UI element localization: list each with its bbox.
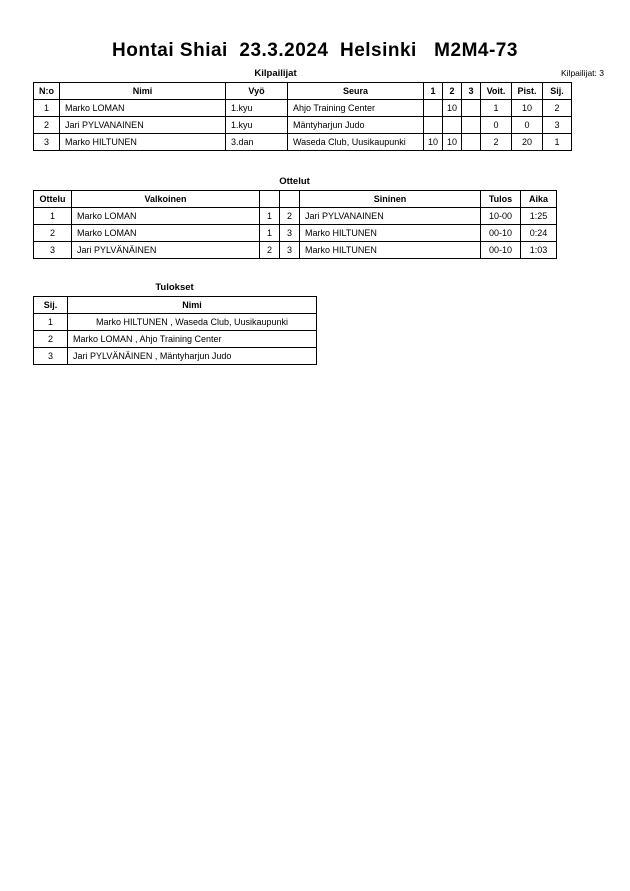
entrant-club: Ahjo Training Center (288, 100, 424, 117)
entrant-match-2: 10 (443, 100, 462, 117)
result-rank: 1 (34, 314, 68, 331)
col-rank: Sij. (34, 297, 68, 314)
entrant-club: Mäntyharjun Judo (288, 117, 424, 134)
table-header-row (34, 297, 317, 314)
entrant-points: 0 (512, 117, 543, 134)
col-white: Valkoinen (72, 191, 260, 208)
match-blue-name: Marko HILTUNEN (300, 225, 481, 242)
entrant-belt: 1.kyu (226, 100, 288, 117)
match-result: 00-10 (481, 242, 521, 259)
entrant-rank: 1 (543, 134, 572, 151)
col-blue: Sininen (300, 191, 481, 208)
entrants-caption: Kilpailijat (254, 68, 297, 79)
entrant-wins: 0 (481, 117, 512, 134)
match-blue-no: 3 (280, 242, 300, 259)
result-rank: 2 (34, 331, 68, 348)
entrant-match-3 (462, 100, 481, 117)
col-time: Aika (521, 191, 557, 208)
table-header-row (34, 191, 557, 208)
entrant-name: Jari PYLVANAINEN (60, 117, 226, 134)
entrant-no: 1 (34, 100, 60, 117)
match-white-no: 1 (260, 208, 280, 225)
entrants-count-label: Kilpailijat: 3 (561, 68, 604, 78)
entrant-name: Marko LOMAN (60, 100, 226, 117)
entrant-match-3 (462, 117, 481, 134)
match-white-name: Jari PYLVÄNÄINEN (72, 242, 260, 259)
col-result: Tulos (481, 191, 521, 208)
result-name: Jari PYLVÄNÄINEN , Mäntyharjun Judo (68, 348, 317, 365)
match-time: 1:03 (521, 242, 557, 259)
match-no: 1 (34, 208, 72, 225)
match-result: 00-10 (481, 225, 521, 242)
entrant-belt: 1.kyu (226, 117, 288, 134)
table-row (34, 134, 572, 151)
entrants-table (33, 82, 572, 151)
entrant-points: 20 (512, 134, 543, 151)
result-name: Marko LOMAN , Ahjo Training Center (68, 331, 317, 348)
table-row (34, 348, 317, 365)
page-title: Hontai Shiai 23.3.2024 Helsinki M2M4-73 (112, 40, 518, 61)
entrant-wins: 2 (481, 134, 512, 151)
table-header-row (34, 83, 572, 100)
entrant-club: Waseda Club, Uusikaupunki (288, 134, 424, 151)
col-match-no: Ottelu (34, 191, 72, 208)
match-blue-name: Jari PYLVANAINEN (300, 208, 481, 225)
col-belt: Vyö (226, 83, 288, 100)
results-table (33, 296, 317, 365)
table-row (34, 208, 557, 225)
entrant-points: 10 (512, 100, 543, 117)
col-name: Nimi (68, 297, 317, 314)
entrant-match-2: 10 (443, 134, 462, 151)
col-no: N:o (34, 83, 60, 100)
match-white-name: Marko LOMAN (72, 208, 260, 225)
results-caption: Tulokset (155, 282, 194, 293)
col-points: Pist. (512, 83, 543, 100)
entrant-rank: 3 (543, 117, 572, 134)
table-row (34, 242, 557, 259)
match-blue-no: 3 (280, 225, 300, 242)
results-section (33, 282, 316, 365)
match-no: 2 (34, 225, 72, 242)
match-time: 1:25 (521, 208, 557, 225)
entrant-match-1 (424, 100, 443, 117)
matches-section (33, 176, 556, 259)
col-white-no (260, 191, 280, 208)
matches-caption: Ottelut (279, 176, 310, 187)
entrant-match-1: 10 (424, 134, 443, 151)
entrant-no: 3 (34, 134, 60, 151)
col-wins: Voit. (481, 83, 512, 100)
entrant-match-1 (424, 117, 443, 134)
col-match-1: 1 (424, 83, 443, 100)
entrant-belt: 3.dan (226, 134, 288, 151)
match-white-no: 2 (260, 242, 280, 259)
table-row (34, 331, 317, 348)
match-time: 0:24 (521, 225, 557, 242)
col-blue-no (280, 191, 300, 208)
matches-table (33, 190, 557, 259)
entrant-match-2 (443, 117, 462, 134)
match-white-no: 1 (260, 225, 280, 242)
table-row (34, 314, 317, 331)
entrant-match-3 (462, 134, 481, 151)
entrant-name: Marko HILTUNEN (60, 134, 226, 151)
match-white-name: Marko LOMAN (72, 225, 260, 242)
table-row (34, 225, 557, 242)
match-blue-name: Marko HILTUNEN (300, 242, 481, 259)
entrants-section (33, 68, 564, 151)
match-blue-no: 2 (280, 208, 300, 225)
entrant-rank: 2 (543, 100, 572, 117)
entrant-wins: 1 (481, 100, 512, 117)
result-rank: 3 (34, 348, 68, 365)
entrant-no: 2 (34, 117, 60, 134)
col-match-3: 3 (462, 83, 481, 100)
col-match-2: 2 (443, 83, 462, 100)
match-no: 3 (34, 242, 72, 259)
table-row (34, 100, 572, 117)
table-row (34, 117, 572, 134)
col-rank: Sij. (543, 83, 572, 100)
col-club: Seura (288, 83, 424, 100)
result-name: Marko HILTUNEN , Waseda Club, Uusikaupunki (68, 314, 317, 331)
match-result: 10-00 (481, 208, 521, 225)
col-name: Nimi (60, 83, 226, 100)
